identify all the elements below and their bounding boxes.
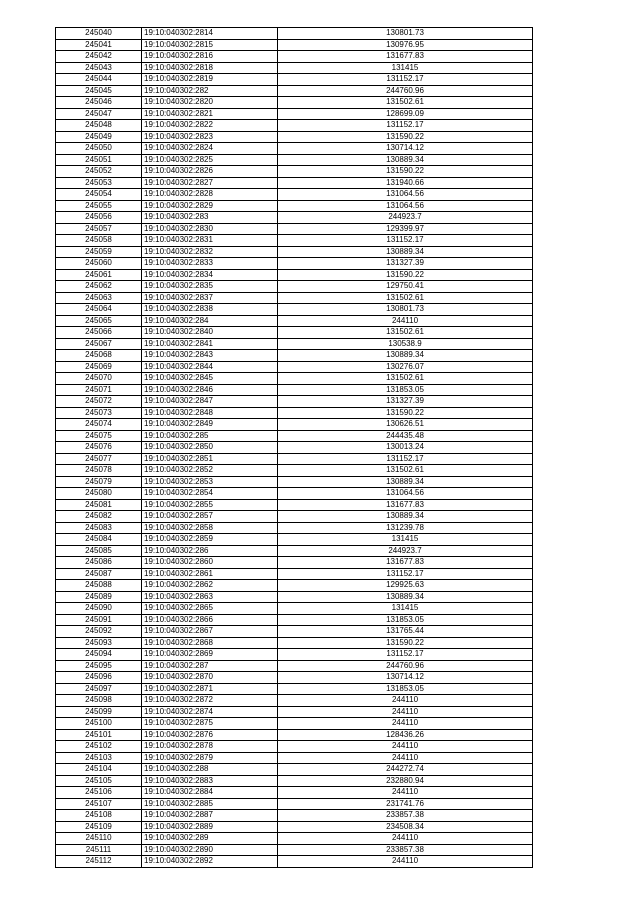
cadastral-number-cell: 19:10:040302:2829 [142, 200, 278, 212]
value-cell: 130714.12 [278, 672, 533, 684]
cadastral-number-cell: 19:10:040302:2855 [142, 499, 278, 511]
value-cell: 130801.73 [278, 304, 533, 316]
cadastral-number-cell: 19:10:040302:2861 [142, 568, 278, 580]
cadastral-number-cell: 19:10:040302:2867 [142, 626, 278, 638]
cadastral-number-cell: 19:10:040302:285 [142, 430, 278, 442]
cadastral-number-cell: 19:10:040302:2869 [142, 649, 278, 661]
value-cell: 130801.73 [278, 28, 533, 40]
value-cell: 131590.22 [278, 131, 533, 143]
row-id-cell: 245055 [56, 200, 142, 212]
row-id-cell: 245075 [56, 430, 142, 442]
table-row [56, 39, 533, 51]
cadastral-number-cell: 19:10:040302:2835 [142, 281, 278, 293]
table-row [56, 810, 533, 822]
table-row [56, 626, 533, 638]
row-id-cell: 245097 [56, 683, 142, 695]
cadastral-number-cell: 19:10:040302:2862 [142, 580, 278, 592]
cadastral-number-cell: 19:10:040302:2874 [142, 706, 278, 718]
row-id-cell: 245080 [56, 488, 142, 500]
value-cell: 128436.26 [278, 729, 533, 741]
table-row [56, 97, 533, 109]
value-cell: 131152.17 [278, 453, 533, 465]
value-cell: 129399.97 [278, 223, 533, 235]
cadastral-number-cell: 19:10:040302:2822 [142, 120, 278, 132]
row-id-cell: 245068 [56, 350, 142, 362]
table-row [56, 143, 533, 155]
cadastral-number-cell: 19:10:040302:2865 [142, 603, 278, 615]
row-id-cell: 245112 [56, 856, 142, 868]
row-id-cell: 245109 [56, 821, 142, 833]
row-id-cell: 245041 [56, 39, 142, 51]
value-cell: 131502.61 [278, 373, 533, 385]
table-row [56, 557, 533, 569]
table-row [56, 315, 533, 327]
table-row [56, 327, 533, 339]
table-row [56, 764, 533, 776]
row-id-cell: 245069 [56, 361, 142, 373]
row-id-cell: 245076 [56, 442, 142, 454]
cadastral-number-cell: 19:10:040302:2858 [142, 522, 278, 534]
row-id-cell: 245046 [56, 97, 142, 109]
table-row [56, 212, 533, 224]
row-id-cell: 245084 [56, 534, 142, 546]
cadastral-number-cell: 19:10:040302:2854 [142, 488, 278, 500]
value-cell: 231741.76 [278, 798, 533, 810]
cadastral-number-cell: 19:10:040302:2875 [142, 718, 278, 730]
value-cell: 130889.34 [278, 511, 533, 523]
table-row [56, 672, 533, 684]
table-row [56, 166, 533, 178]
value-cell: 130276.07 [278, 361, 533, 373]
row-id-cell: 245059 [56, 246, 142, 258]
table-row [56, 384, 533, 396]
row-id-cell: 245110 [56, 833, 142, 845]
row-id-cell: 245070 [56, 373, 142, 385]
cadastral-number-cell: 19:10:040302:2818 [142, 62, 278, 74]
row-id-cell: 245107 [56, 798, 142, 810]
row-id-cell: 245108 [56, 810, 142, 822]
value-cell: 131853.05 [278, 683, 533, 695]
table-row [56, 338, 533, 350]
value-cell: 131502.61 [278, 327, 533, 339]
value-cell: 244110 [278, 856, 533, 868]
table-row [56, 568, 533, 580]
cadastral-number-cell: 19:10:040302:2885 [142, 798, 278, 810]
table-row [56, 787, 533, 799]
value-cell: 130889.34 [278, 591, 533, 603]
value-cell: 131152.17 [278, 568, 533, 580]
table-row [56, 120, 533, 132]
cadastral-number-cell: 19:10:040302:2878 [142, 741, 278, 753]
cadastral-number-cell: 19:10:040302:287 [142, 660, 278, 672]
value-cell: 244760.96 [278, 660, 533, 672]
row-id-cell: 245077 [56, 453, 142, 465]
table-row [56, 304, 533, 316]
cadastral-number-cell: 19:10:040302:2815 [142, 39, 278, 51]
row-id-cell: 245058 [56, 235, 142, 247]
value-cell: 244110 [278, 741, 533, 753]
row-id-cell: 245063 [56, 292, 142, 304]
table-row [56, 154, 533, 166]
value-cell: 244923.7 [278, 212, 533, 224]
value-cell: 244110 [278, 695, 533, 707]
cadastral-number-cell: 19:10:040302:2824 [142, 143, 278, 155]
row-id-cell: 245090 [56, 603, 142, 615]
row-id-cell: 245065 [56, 315, 142, 327]
table-row [56, 591, 533, 603]
value-cell: 131152.17 [278, 649, 533, 661]
row-id-cell: 245060 [56, 258, 142, 270]
value-cell: 244760.96 [278, 85, 533, 97]
cadastral-number-cell: 19:10:040302:2889 [142, 821, 278, 833]
cadastral-number-cell: 19:10:040302:2863 [142, 591, 278, 603]
row-id-cell: 245095 [56, 660, 142, 672]
value-cell: 131064.56 [278, 200, 533, 212]
row-id-cell: 245049 [56, 131, 142, 143]
row-id-cell: 245102 [56, 741, 142, 753]
table-row [56, 580, 533, 592]
cadastral-number-cell: 19:10:040302:2847 [142, 396, 278, 408]
table-row [56, 683, 533, 695]
cadastral-number-cell: 19:10:040302:2868 [142, 637, 278, 649]
cadastral-number-cell: 19:10:040302:2828 [142, 189, 278, 201]
table-row [56, 396, 533, 408]
value-cell: 131152.17 [278, 120, 533, 132]
value-cell: 130714.12 [278, 143, 533, 155]
row-id-cell: 245048 [56, 120, 142, 132]
table-row [56, 695, 533, 707]
table-row [56, 603, 533, 615]
table-row [56, 660, 533, 672]
row-id-cell: 245106 [56, 787, 142, 799]
cadastral-number-cell: 19:10:040302:2879 [142, 752, 278, 764]
value-cell: 233857.38 [278, 844, 533, 856]
cadastral-number-cell: 19:10:040302:286 [142, 545, 278, 557]
table-row [56, 74, 533, 86]
table-row [56, 200, 533, 212]
value-cell: 131502.61 [278, 292, 533, 304]
table-row [56, 614, 533, 626]
table-row [56, 62, 533, 74]
value-cell: 131677.83 [278, 51, 533, 63]
cadastral-number-cell: 19:10:040302:2841 [142, 338, 278, 350]
table-row [56, 223, 533, 235]
cadastral-number-cell: 19:10:040302:2859 [142, 534, 278, 546]
row-id-cell: 245061 [56, 269, 142, 281]
row-id-cell: 245050 [56, 143, 142, 155]
row-id-cell: 245085 [56, 545, 142, 557]
table-row [56, 775, 533, 787]
cadastral-number-cell: 19:10:040302:2821 [142, 108, 278, 120]
row-id-cell: 245093 [56, 637, 142, 649]
row-id-cell: 245051 [56, 154, 142, 166]
row-id-cell: 245094 [56, 649, 142, 661]
cadastral-number-cell: 19:10:040302:2831 [142, 235, 278, 247]
table-row [56, 821, 533, 833]
cadastral-number-cell: 19:10:040302:2852 [142, 465, 278, 477]
row-id-cell: 245089 [56, 591, 142, 603]
cadastral-number-cell: 19:10:040302:2832 [142, 246, 278, 258]
value-cell: 131327.39 [278, 258, 533, 270]
table-row [56, 649, 533, 661]
cadastral-number-cell: 19:10:040302:2876 [142, 729, 278, 741]
value-cell: 244272.74 [278, 764, 533, 776]
table-row [56, 177, 533, 189]
value-cell: 131415 [278, 603, 533, 615]
cadastral-number-cell: 19:10:040302:2844 [142, 361, 278, 373]
cadastral-number-cell: 19:10:040302:2833 [142, 258, 278, 270]
table-row [56, 407, 533, 419]
table-row [56, 442, 533, 454]
table-row [56, 718, 533, 730]
cadastral-number-cell: 19:10:040302:2872 [142, 695, 278, 707]
cadastral-number-cell: 19:10:040302:2883 [142, 775, 278, 787]
value-cell: 131502.61 [278, 465, 533, 477]
value-cell: 131853.05 [278, 614, 533, 626]
table-row [56, 637, 533, 649]
value-cell: 131064.56 [278, 189, 533, 201]
cadastral-number-cell: 19:10:040302:2845 [142, 373, 278, 385]
row-id-cell: 245082 [56, 511, 142, 523]
cadastral-number-cell: 19:10:040302:2892 [142, 856, 278, 868]
row-id-cell: 245044 [56, 74, 142, 86]
row-id-cell: 245056 [56, 212, 142, 224]
value-cell: 234508.34 [278, 821, 533, 833]
cadastral-number-cell: 19:10:040302:2871 [142, 683, 278, 695]
table-row [56, 706, 533, 718]
row-id-cell: 245043 [56, 62, 142, 74]
cadastral-number-cell: 19:10:040302:2848 [142, 407, 278, 419]
table-row [56, 189, 533, 201]
row-id-cell: 245103 [56, 752, 142, 764]
cadastral-number-cell: 19:10:040302:2820 [142, 97, 278, 109]
value-cell: 244110 [278, 752, 533, 764]
table-row [56, 511, 533, 523]
value-cell: 131415 [278, 62, 533, 74]
row-id-cell: 245100 [56, 718, 142, 730]
cadastral-number-cell: 19:10:040302:2866 [142, 614, 278, 626]
value-cell: 131590.22 [278, 637, 533, 649]
table-row [56, 741, 533, 753]
cadastral-number-cell: 19:10:040302:2827 [142, 177, 278, 189]
cadastral-number-cell: 19:10:040302:2843 [142, 350, 278, 362]
table-row [56, 476, 533, 488]
value-cell: 131677.83 [278, 499, 533, 511]
value-cell: 131677.83 [278, 557, 533, 569]
row-id-cell: 245081 [56, 499, 142, 511]
cadastral-number-cell: 19:10:040302:288 [142, 764, 278, 776]
table-row [56, 281, 533, 293]
value-cell: 130538.9 [278, 338, 533, 350]
table-row [56, 430, 533, 442]
value-cell: 131239.78 [278, 522, 533, 534]
cadastral-number-cell: 19:10:040302:289 [142, 833, 278, 845]
value-cell: 131940.66 [278, 177, 533, 189]
cadastral-number-cell: 19:10:040302:283 [142, 212, 278, 224]
row-id-cell: 245096 [56, 672, 142, 684]
cadastral-number-cell: 19:10:040302:2830 [142, 223, 278, 235]
value-cell: 129750.41 [278, 281, 533, 293]
value-cell: 130889.34 [278, 246, 533, 258]
value-cell: 131590.22 [278, 166, 533, 178]
cadastral-number-cell: 19:10:040302:2834 [142, 269, 278, 281]
table-body [56, 28, 533, 868]
value-cell: 130976.95 [278, 39, 533, 51]
table-row [56, 419, 533, 431]
row-id-cell: 245105 [56, 775, 142, 787]
row-id-cell: 245073 [56, 407, 142, 419]
row-id-cell: 245054 [56, 189, 142, 201]
table-row [56, 51, 533, 63]
cadastral-number-cell: 19:10:040302:2857 [142, 511, 278, 523]
value-cell: 128699.09 [278, 108, 533, 120]
table-row [56, 85, 533, 97]
cadastral-number-cell: 19:10:040302:2884 [142, 787, 278, 799]
table-row [56, 534, 533, 546]
row-id-cell: 245045 [56, 85, 142, 97]
cadastral-number-cell: 19:10:040302:2826 [142, 166, 278, 178]
row-id-cell: 245053 [56, 177, 142, 189]
row-id-cell: 245087 [56, 568, 142, 580]
cadastral-number-cell: 19:10:040302:2840 [142, 327, 278, 339]
table-row [56, 258, 533, 270]
table-row [56, 844, 533, 856]
table-row [56, 269, 533, 281]
row-id-cell: 245104 [56, 764, 142, 776]
table-row [56, 373, 533, 385]
table-row [56, 522, 533, 534]
table-row [56, 752, 533, 764]
cadastral-value-table [55, 27, 533, 868]
cadastral-number-cell: 19:10:040302:2890 [142, 844, 278, 856]
value-cell: 131152.17 [278, 74, 533, 86]
table-row [56, 108, 533, 120]
cadastral-number-cell: 19:10:040302:2846 [142, 384, 278, 396]
value-cell: 244110 [278, 787, 533, 799]
row-id-cell: 245083 [56, 522, 142, 534]
value-cell: 131502.61 [278, 97, 533, 109]
table-row [56, 361, 533, 373]
value-cell: 244435.48 [278, 430, 533, 442]
table-row [56, 453, 533, 465]
cadastral-number-cell: 19:10:040302:2816 [142, 51, 278, 63]
row-id-cell: 245057 [56, 223, 142, 235]
table-row [56, 235, 533, 247]
row-id-cell: 245064 [56, 304, 142, 316]
value-cell: 131765.44 [278, 626, 533, 638]
value-cell: 130889.34 [278, 154, 533, 166]
value-cell: 130889.34 [278, 350, 533, 362]
row-id-cell: 245042 [56, 51, 142, 63]
cadastral-number-cell: 19:10:040302:2825 [142, 154, 278, 166]
table-row [56, 545, 533, 557]
cadastral-number-cell: 19:10:040302:2887 [142, 810, 278, 822]
cadastral-number-cell: 19:10:040302:2814 [142, 28, 278, 40]
value-cell: 233857.38 [278, 810, 533, 822]
row-id-cell: 245086 [56, 557, 142, 569]
value-cell: 130013.24 [278, 442, 533, 454]
table-row [56, 488, 533, 500]
value-cell: 244110 [278, 718, 533, 730]
row-id-cell: 245111 [56, 844, 142, 856]
cadastral-number-cell: 19:10:040302:2851 [142, 453, 278, 465]
cadastral-number-cell: 19:10:040302:2850 [142, 442, 278, 454]
row-id-cell: 245062 [56, 281, 142, 293]
row-id-cell: 245098 [56, 695, 142, 707]
cadastral-number-cell: 19:10:040302:2819 [142, 74, 278, 86]
row-id-cell: 245088 [56, 580, 142, 592]
cadastral-number-cell: 19:10:040302:2837 [142, 292, 278, 304]
row-id-cell: 245052 [56, 166, 142, 178]
row-id-cell: 245092 [56, 626, 142, 638]
cadastral-number-cell: 19:10:040302:2860 [142, 557, 278, 569]
value-cell: 244923.7 [278, 545, 533, 557]
table-row [56, 833, 533, 845]
row-id-cell: 245091 [56, 614, 142, 626]
value-cell: 232880.94 [278, 775, 533, 787]
row-id-cell: 245067 [56, 338, 142, 350]
value-cell: 131853.05 [278, 384, 533, 396]
value-cell: 131590.22 [278, 269, 533, 281]
value-cell: 244110 [278, 315, 533, 327]
table-row [56, 350, 533, 362]
value-cell: 131590.22 [278, 407, 533, 419]
cadastral-number-cell: 19:10:040302:2823 [142, 131, 278, 143]
value-cell: 244110 [278, 706, 533, 718]
row-id-cell: 245040 [56, 28, 142, 40]
table-row [56, 465, 533, 477]
value-cell: 131415 [278, 534, 533, 546]
row-id-cell: 245099 [56, 706, 142, 718]
table-row [56, 729, 533, 741]
row-id-cell: 245074 [56, 419, 142, 431]
value-cell: 130889.34 [278, 476, 533, 488]
row-id-cell: 245071 [56, 384, 142, 396]
cadastral-number-cell: 19:10:040302:282 [142, 85, 278, 97]
cadastral-number-cell: 19:10:040302:2849 [142, 419, 278, 431]
value-cell: 131064.56 [278, 488, 533, 500]
cadastral-number-cell: 19:10:040302:284 [142, 315, 278, 327]
cadastral-number-cell: 19:10:040302:2853 [142, 476, 278, 488]
value-cell: 129925.63 [278, 580, 533, 592]
table-row [56, 856, 533, 868]
table-row [56, 28, 533, 40]
row-id-cell: 245079 [56, 476, 142, 488]
row-id-cell: 245072 [56, 396, 142, 408]
table-row [56, 292, 533, 304]
row-id-cell: 245101 [56, 729, 142, 741]
table-row [56, 246, 533, 258]
cadastral-number-cell: 19:10:040302:2870 [142, 672, 278, 684]
table-row [56, 499, 533, 511]
row-id-cell: 245078 [56, 465, 142, 477]
row-id-cell: 245047 [56, 108, 142, 120]
value-cell: 131152.17 [278, 235, 533, 247]
table-row [56, 131, 533, 143]
value-cell: 130626.51 [278, 419, 533, 431]
table-row [56, 798, 533, 810]
row-id-cell: 245066 [56, 327, 142, 339]
value-cell: 244110 [278, 833, 533, 845]
value-cell: 131327.39 [278, 396, 533, 408]
cadastral-number-cell: 19:10:040302:2838 [142, 304, 278, 316]
